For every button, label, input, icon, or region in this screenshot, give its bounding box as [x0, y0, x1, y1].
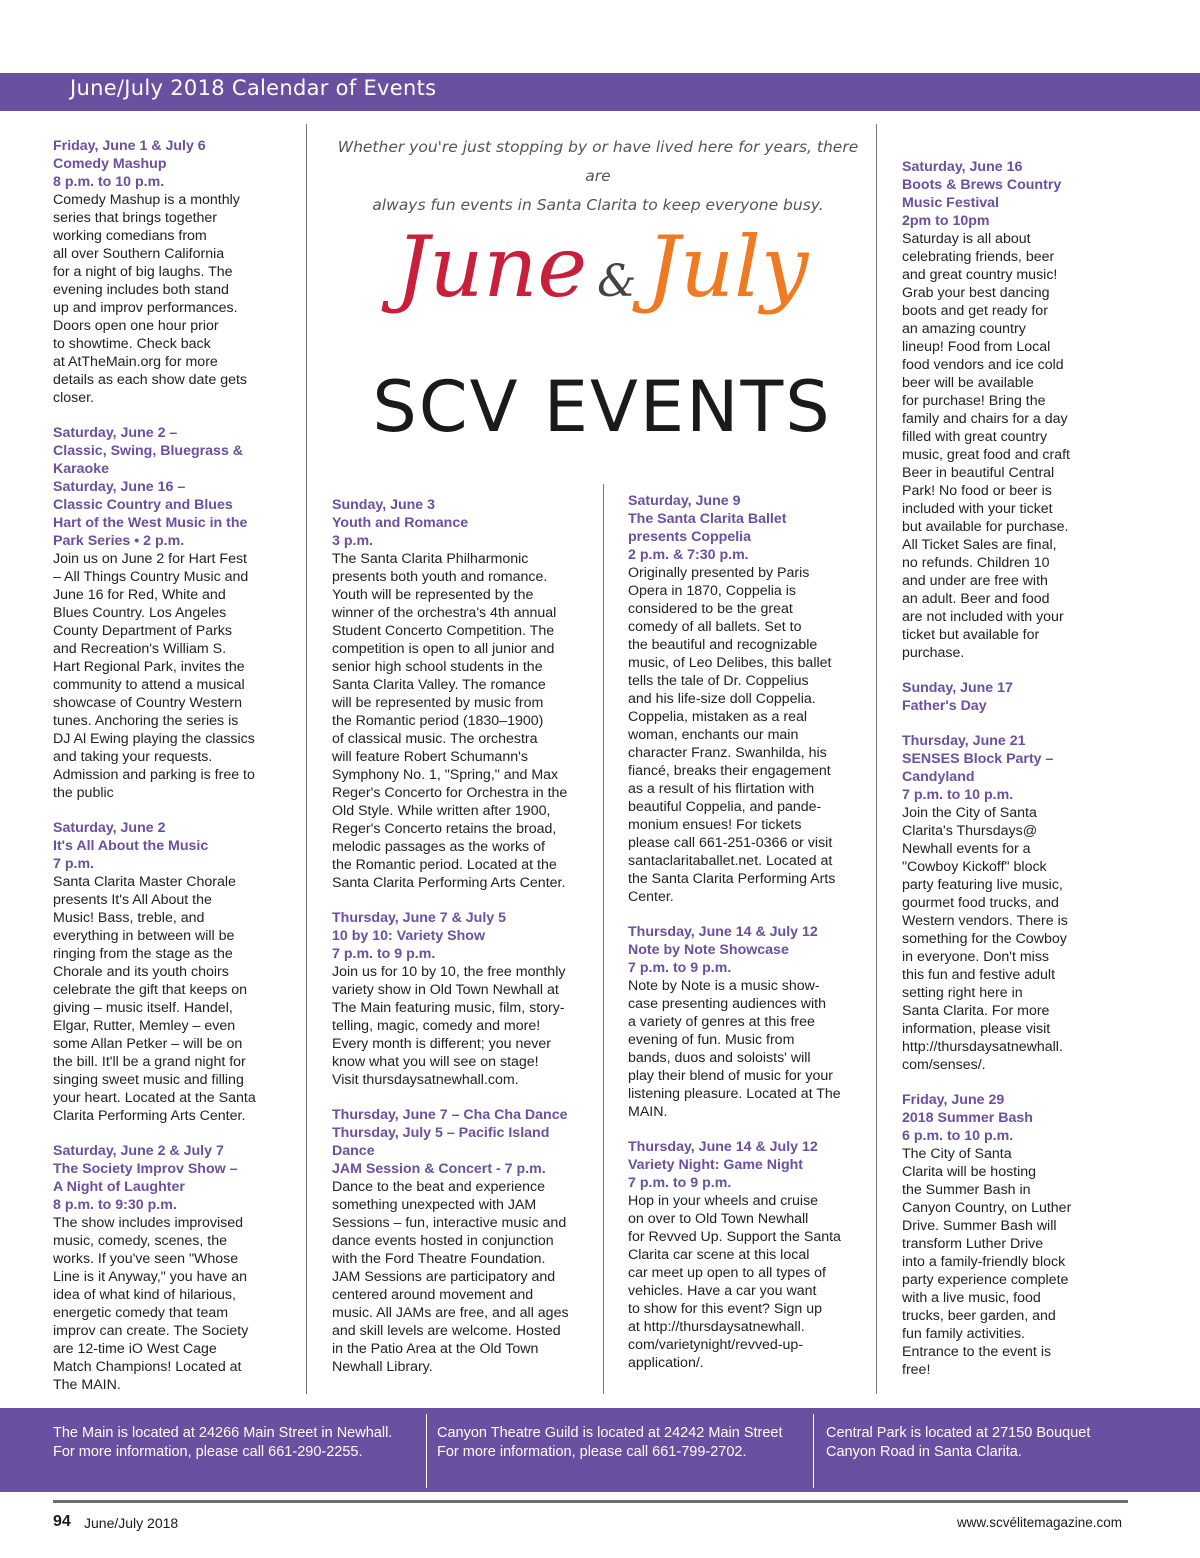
- text-line: something for the Cowboy: [902, 931, 1067, 947]
- text-line: the public: [53, 785, 114, 801]
- text-line: Saturday is all about: [902, 231, 1031, 247]
- text-line: Candyland: [902, 769, 975, 785]
- intro-text: [328, 133, 868, 220]
- text-line: Music! Bass, treble, and: [53, 910, 205, 926]
- text-line: Blues Country. Los Angeles: [53, 605, 227, 621]
- text-line: Saturday, June 16: [902, 159, 1023, 175]
- event-title: [902, 732, 1102, 804]
- text-line: Youth will be represented by the: [332, 587, 534, 603]
- text-line: JAM Sessions are participatory and: [332, 1269, 556, 1285]
- text-line: as a result of his flirtation with: [628, 781, 815, 797]
- text-line: Friday, June 29: [902, 1092, 1005, 1108]
- text-line: June 16 for Red, White and: [53, 587, 226, 603]
- text-line: at AtTheMain.org for more: [53, 354, 218, 370]
- text-line: lineup! Food from Local: [902, 339, 1051, 355]
- event-title: [628, 492, 868, 564]
- text-line: on over to Old Town Newhall: [628, 1211, 809, 1227]
- text-line: Thursday, June 21: [902, 733, 1026, 749]
- text-line: santaclaritaballet.net. Located at: [628, 853, 833, 869]
- event-title: [628, 923, 868, 977]
- footer-line: Canyon Road in Santa Clarita.: [826, 1444, 1022, 1460]
- text-line: Hart Regional Park, invites the: [53, 659, 245, 675]
- text-line: Hart of the West Music in the: [53, 515, 248, 531]
- text-line: Music Festival: [902, 195, 999, 211]
- footer-line: Central Park is located at 27150 Bouquet: [826, 1425, 1091, 1441]
- text-line: Note by Note is a music show-: [628, 978, 820, 994]
- text-line: to show for this event? Sign up: [628, 1301, 823, 1317]
- footer-line: For more information, please call 661-799-2702.: [437, 1444, 747, 1460]
- text-line: ringing from the stage as the: [53, 946, 233, 962]
- event-listing: [53, 1142, 281, 1394]
- text-line: music, of Leo Delibes, this ballet: [628, 655, 832, 671]
- text-line: 7 p.m. to 10 p.m.: [902, 787, 1014, 803]
- text-line: music, comedy, scenes, the: [53, 1233, 227, 1249]
- text-line: Newhall Library.: [332, 1359, 433, 1375]
- text-line: please call 661-251-0366 or visit: [628, 835, 833, 851]
- text-line: presents Coppelia: [628, 529, 751, 545]
- header-bar: [0, 73, 1200, 111]
- text-line: 3 p.m.: [332, 533, 373, 549]
- text-line: Every month is different; you never: [332, 1036, 551, 1052]
- event-listing: [628, 923, 868, 1121]
- text-line: showcase of Country Western: [53, 695, 242, 711]
- text-line: Student Concerto Competition. The: [332, 623, 555, 639]
- text-line: 8 p.m. to 10 p.m.: [53, 174, 165, 190]
- text-line: Visit thursdaysatnewhall.com.: [332, 1072, 519, 1088]
- text-line: transform Luther Drive: [902, 1236, 1044, 1252]
- text-line: presents both youth and romance.: [332, 569, 548, 585]
- text-line: closer.: [53, 390, 95, 406]
- footer-bar: [0, 1408, 1200, 1492]
- text-line: senior high school students in the: [332, 659, 543, 675]
- text-line: Thursday, July 5 – Pacific Island: [332, 1125, 550, 1141]
- text-line: with a live music, food: [902, 1290, 1041, 1306]
- event-title: [332, 1106, 590, 1178]
- text-line: and taking your requests.: [53, 749, 213, 765]
- text-line: car meet up open to all types of: [628, 1265, 826, 1281]
- text-line: com/senses/.: [902, 1057, 986, 1073]
- column-divider: [603, 484, 604, 1394]
- text-line: and Recreation's William S.: [53, 641, 227, 657]
- text-line: Clarita will be hosting: [902, 1164, 1037, 1180]
- footer-line: The Main is located at 24266 Main Street in Newhall.: [53, 1425, 393, 1441]
- text-line: Saturday, June 16 –: [53, 479, 186, 495]
- text-line: centered around movement and: [332, 1287, 534, 1303]
- text-line: 2pm to 10pm: [902, 213, 990, 229]
- text-line: Canyon Country, on Luther: [902, 1200, 1072, 1216]
- text-line: Comedy Mashup is a monthly: [53, 192, 240, 208]
- event-listing: [902, 679, 1102, 715]
- footer-line: For more information, please call 661-290-2255.: [53, 1444, 363, 1460]
- text-line: bands, duos and soloists' will: [628, 1050, 811, 1066]
- footer-venue-park: [826, 1424, 1090, 1462]
- event-listing: [53, 424, 281, 802]
- text-line: in the Patio Area at the Old Town: [332, 1341, 539, 1357]
- text-line: Drive. Summer Bash will: [902, 1218, 1057, 1234]
- text-line: for Revved Up. Support the Santa: [628, 1229, 841, 1245]
- text-line: are not included with your: [902, 609, 1064, 625]
- hero-script-title: [322, 218, 882, 338]
- event-description: [53, 1214, 281, 1394]
- text-line: no refunds. Children 10: [902, 555, 1050, 571]
- event-description: [53, 873, 281, 1125]
- text-line: character Franz. Swanhilda, his: [628, 745, 827, 761]
- text-line: setting right here in: [902, 985, 1023, 1001]
- text-line: with the Ford Theatre Foundation.: [332, 1251, 546, 1267]
- text-line: included with your ticket: [902, 501, 1053, 517]
- hero-ampersand: &: [597, 256, 637, 307]
- text-line: series that brings together: [53, 210, 218, 226]
- hero-title: SCV EVENTS: [372, 366, 832, 448]
- event-title: [53, 424, 281, 550]
- text-line: 7 p.m.: [53, 856, 94, 872]
- text-line: Old Style. While written after 1900,: [332, 803, 551, 819]
- text-line: Father's Day: [902, 698, 987, 714]
- page-date: June/July 2018: [84, 1515, 179, 1531]
- text-line: improv can create. The Society: [53, 1323, 249, 1339]
- text-line: 6 p.m. to 10 p.m.: [902, 1128, 1014, 1144]
- text-line: 10 by 10: Variety Show: [332, 928, 485, 944]
- text-line: Classic Country and Blues: [53, 497, 233, 513]
- text-line: celebrate the gift that keeps on: [53, 982, 248, 998]
- text-line: an amazing country: [902, 321, 1026, 337]
- event-listing: [902, 1091, 1102, 1379]
- text-line: will feature Robert Schumann's: [332, 749, 528, 765]
- event-title: [53, 819, 281, 873]
- text-line: All Ticket Sales are final,: [902, 537, 1057, 553]
- text-line: and skill levels are welcome. Hosted: [332, 1323, 561, 1339]
- text-line: Saturday, June 9: [628, 493, 741, 509]
- text-line: Clarita Performing Arts Center.: [53, 1108, 246, 1124]
- text-line: Line is it Anyway," you have an: [53, 1269, 248, 1285]
- page-number: 94: [53, 1513, 71, 1530]
- text-line: listening pleasure. Located at The: [628, 1086, 841, 1102]
- text-line: fun family activities.: [902, 1326, 1025, 1342]
- text-line: Santa Clarita Valley. The romance: [332, 677, 546, 693]
- text-line: evening of fun. Music from: [628, 1032, 795, 1048]
- text-line: telling, magic, comedy and more!: [332, 1018, 541, 1034]
- footer-venue-theatre: [437, 1424, 783, 1462]
- text-line: giving – music itself. Handel,: [53, 1000, 233, 1016]
- text-line: Thursday, June 14 & July 12: [628, 924, 818, 940]
- event-description: [628, 1192, 868, 1372]
- text-line: idea of what kind of hilarious,: [53, 1287, 236, 1303]
- text-line: something unexpected with JAM: [332, 1197, 537, 1213]
- text-line: variety show in Old Town Newhall at: [332, 982, 559, 998]
- text-line: melodic passages as the works of: [332, 839, 545, 855]
- text-line: an adult. Beer and food: [902, 591, 1050, 607]
- text-line: The Santa Clarita Ballet: [628, 511, 787, 527]
- text-line: 2018 Summer Bash: [902, 1110, 1033, 1126]
- text-line: working comedians from: [53, 228, 207, 244]
- footer-divider: [813, 1414, 814, 1488]
- text-line: tells the tale of Dr. Coppelius: [628, 673, 809, 689]
- text-line: The Main featuring music, film, story-: [332, 1000, 565, 1016]
- text-line: Santa Clarita. For more: [902, 1003, 1050, 1019]
- bottom-rule: [53, 1500, 1128, 1503]
- text-line: Clarita's Thursdays@: [902, 823, 1038, 839]
- text-line: – All Things Country Music and: [53, 569, 249, 585]
- footer-venue-main: [53, 1424, 392, 1462]
- text-line: Newhall events for a: [902, 841, 1031, 857]
- event-description: [628, 564, 868, 906]
- text-line: filled with great country: [902, 429, 1048, 445]
- page-title: June/July 2018 Calendar of Events: [70, 76, 437, 100]
- text-line: know what you will see on stage!: [332, 1054, 539, 1070]
- text-line: for a night of big laughs. The: [53, 264, 233, 280]
- event-listing: [332, 909, 590, 1089]
- footer-line: Canyon Theatre Guild is located at 24242 Main Street: [437, 1425, 783, 1441]
- text-line: Thursday, June 7 – Cha Cha Dance: [332, 1107, 568, 1123]
- text-line: Santa Clarita Master Chorale: [53, 874, 236, 890]
- text-line: 7 p.m. to 9 p.m.: [628, 1175, 732, 1191]
- events-column-1: [53, 137, 281, 1411]
- text-line: Entrance to the event is: [902, 1344, 1052, 1360]
- text-line: Thursday, June 7 & July 5: [332, 910, 506, 926]
- event-listing: [332, 496, 590, 892]
- text-line: Center.: [628, 889, 674, 905]
- event-title: [902, 679, 1102, 715]
- text-line: free!: [902, 1362, 931, 1378]
- text-line: singing sweet music and filling: [53, 1072, 244, 1088]
- text-line: fiancé, breaks their engagement: [628, 763, 831, 779]
- text-line: the Summer Bash in: [902, 1182, 1031, 1198]
- text-line: Symphony No. 1, "Spring," and Max: [332, 767, 559, 783]
- text-line: Saturday, June 2: [53, 820, 166, 836]
- text-line: Join us for 10 by 10, the free monthly: [332, 964, 566, 980]
- intro-line: Whether you're just stopping by or have lived here for years, there are: [337, 138, 859, 185]
- text-line: SENSES Block Party –: [902, 751, 1054, 767]
- event-description: [332, 963, 590, 1089]
- text-line: to showtime. Check back: [53, 336, 211, 352]
- text-line: monium ensues! For tickets: [628, 817, 802, 833]
- text-line: this fun and festive adult: [902, 967, 1056, 983]
- text-line: and great country music!: [902, 267, 1058, 283]
- text-line: Opera in 1870, Coppelia is: [628, 583, 796, 599]
- text-line: beer will be available: [902, 375, 1034, 391]
- text-line: information, please visit: [902, 1021, 1051, 1037]
- text-line: "Cowboy Kickoff" block: [902, 859, 1047, 875]
- text-line: Reger's Concerto retains the broad,: [332, 821, 557, 837]
- text-line: up and improv performances.: [53, 300, 238, 316]
- text-line: application/.: [628, 1355, 704, 1371]
- text-line: purchase.: [902, 645, 965, 661]
- hero-june: June: [395, 218, 588, 316]
- text-line: Park Series • 2 p.m.: [53, 533, 185, 549]
- text-line: ticket but available for: [902, 627, 1040, 643]
- hero-july: July: [646, 218, 809, 316]
- event-description: [53, 191, 281, 407]
- text-line: Match Champions! Located at: [53, 1359, 242, 1375]
- text-line: Comedy Mashup: [53, 156, 167, 172]
- event-listing: [628, 1138, 868, 1372]
- text-line: JAM Session & Concert - 7 p.m.: [332, 1161, 546, 1177]
- text-line: celebrating friends, beer: [902, 249, 1055, 265]
- event-listing: [53, 137, 281, 407]
- text-line: trucks, beer garden, and: [902, 1308, 1056, 1324]
- event-title: [53, 1142, 281, 1214]
- events-column-3: [628, 492, 868, 1389]
- text-line: Join us on June 2 for Hart Fest: [53, 551, 247, 567]
- text-line: in everyone. Don't miss: [902, 949, 1050, 965]
- text-line: The show includes improvised: [53, 1215, 244, 1231]
- text-line: Saturday, June 2 –: [53, 425, 178, 441]
- event-description: [332, 550, 590, 892]
- text-line: Doors open one hour prior: [53, 318, 219, 334]
- event-description: [902, 804, 1102, 1074]
- text-line: dance events hosted in conjunction: [332, 1233, 554, 1249]
- text-line: Santa Clarita Performing Arts Center.: [332, 875, 566, 891]
- text-line: Dance: [332, 1143, 375, 1159]
- text-line: Sunday, June 17: [902, 680, 1013, 696]
- text-line: Coppelia, mistaken as a real: [628, 709, 808, 725]
- text-line: Saturday, June 2 & July 7: [53, 1143, 224, 1159]
- text-line: It's All About the Music: [53, 838, 209, 854]
- event-title: [53, 137, 281, 191]
- events-column-4: [902, 158, 1102, 1396]
- text-line: Admission and parking is free to: [53, 767, 255, 783]
- text-line: Sunday, June 3: [332, 497, 436, 513]
- text-line: Join the City of Santa: [902, 805, 1037, 821]
- text-line: and his life-size doll Coppelia.: [628, 691, 816, 707]
- text-line: The Society Improv Show –: [53, 1161, 238, 1177]
- events-column-2: [332, 496, 590, 1393]
- text-line: for purchase! Bring the: [902, 393, 1046, 409]
- text-line: Chorale and its youth choirs: [53, 964, 229, 980]
- text-line: Thursday, June 14 & July 12: [628, 1139, 818, 1155]
- text-line: Originally presented by Paris: [628, 565, 810, 581]
- event-listing: [902, 158, 1102, 662]
- text-line: and under are free with: [902, 573, 1048, 589]
- text-line: Youth and Romance: [332, 515, 469, 531]
- text-line: your heart. Located at the Santa: [53, 1090, 256, 1106]
- text-line: woman, enchants our main: [628, 727, 799, 743]
- text-line: Beer in beautiful Central: [902, 465, 1055, 481]
- text-line: music. All JAMs are free, and all ages: [332, 1305, 569, 1321]
- text-line: 2 p.m. & 7:30 p.m.: [628, 547, 749, 563]
- event-title: [902, 1091, 1102, 1145]
- text-line: winner of the orchestra's 4th annual: [332, 605, 557, 621]
- text-line: the Romantic period (1830–1900): [332, 713, 544, 729]
- text-line: the Romantic period. Located at the: [332, 857, 557, 873]
- text-line: com/varietynight/revved-up-: [628, 1337, 804, 1353]
- text-line: considered to be the great: [628, 601, 793, 617]
- text-line: DJ Al Ewing playing the classics: [53, 731, 255, 747]
- text-line: at http://thursdaysatnewhall.: [628, 1319, 805, 1335]
- text-line: works. If you've seen "Whose: [53, 1251, 239, 1267]
- text-line: beautiful Coppelia, and pande-: [628, 799, 822, 815]
- event-description: [902, 230, 1102, 662]
- text-line: some Allan Petker – will be on: [53, 1036, 243, 1052]
- text-line: boots and get ready for: [902, 303, 1048, 319]
- text-line: Grab your best dancing: [902, 285, 1050, 301]
- text-line: Variety Night: Game Night: [628, 1157, 804, 1173]
- text-line: Hop in your wheels and cruise: [628, 1193, 819, 1209]
- text-line: a variety of genres at this free: [628, 1014, 815, 1030]
- text-line: community to attend a musical: [53, 677, 245, 693]
- text-line: but available for purchase.: [902, 519, 1069, 535]
- text-line: Clarita car scene at this local: [628, 1247, 810, 1263]
- event-listing: [332, 1106, 590, 1376]
- text-line: Friday, June 1 & July 6: [53, 138, 206, 154]
- text-line: vehicles. Have a car you want: [628, 1283, 817, 1299]
- text-line: case presenting audiences with: [628, 996, 826, 1012]
- text-line: County Department of Parks: [53, 623, 232, 639]
- text-line: party featuring live music,: [902, 877, 1063, 893]
- text-line: of classical music. The orchestra: [332, 731, 538, 747]
- text-line: will be represented by music from: [332, 695, 544, 711]
- text-line: play their blend of music for your: [628, 1068, 834, 1084]
- text-line: Boots & Brews Country: [902, 177, 1062, 193]
- event-title: [628, 1138, 868, 1192]
- text-line: http://thursdaysatnewhall.: [902, 1039, 1063, 1055]
- text-line: 8 p.m. to 9:30 p.m.: [53, 1197, 177, 1213]
- event-description: [53, 550, 281, 802]
- website-link[interactable]: www.scvélitemagazine.com: [956, 1515, 1122, 1530]
- event-listing: [902, 732, 1102, 1074]
- text-line: A Night of Laughter: [53, 1179, 185, 1195]
- text-line: MAIN.: [628, 1104, 668, 1120]
- text-line: details as each show date gets: [53, 372, 248, 388]
- event-title: [332, 496, 590, 550]
- text-line: food vendors and ice cold: [902, 357, 1064, 373]
- text-line: are 12-time iO West Cage: [53, 1341, 217, 1357]
- text-line: Sessions – fun, interactive music and: [332, 1215, 567, 1231]
- text-line: the beautiful and recognizable: [628, 637, 818, 653]
- text-line: The Santa Clarita Philharmonic: [332, 551, 529, 567]
- event-listing: [628, 492, 868, 906]
- text-line: Reger's Concerto for Orchestra in the: [332, 785, 568, 801]
- text-line: music, great food and craft: [902, 447, 1070, 463]
- footer-divider: [426, 1414, 427, 1488]
- event-title: [332, 909, 590, 963]
- event-title: [902, 158, 1102, 230]
- text-line: 7 p.m. to 9 p.m.: [332, 946, 436, 962]
- text-line: Dance to the beat and experience: [332, 1179, 545, 1195]
- text-line: 7 p.m. to 9 p.m.: [628, 960, 732, 976]
- text-line: energetic comedy that team: [53, 1305, 229, 1321]
- column-divider: [306, 124, 307, 1394]
- text-line: comedy of all ballets. Set to: [628, 619, 802, 635]
- text-line: The MAIN.: [53, 1377, 121, 1393]
- text-line: the bill. It'll be a grand night for: [53, 1054, 246, 1070]
- text-line: party experience complete: [902, 1272, 1069, 1288]
- text-line: gourmet food trucks, and: [902, 895, 1059, 911]
- text-line: into a family-friendly block: [902, 1254, 1066, 1270]
- text-line: family and chairs for a day: [902, 411, 1068, 427]
- text-line: presents It's All About the: [53, 892, 212, 908]
- text-line: all over Southern California: [53, 246, 225, 262]
- text-line: competition is open to all junior and: [332, 641, 555, 657]
- event-listing: [53, 819, 281, 1125]
- event-description: [902, 1145, 1102, 1379]
- text-line: Karaoke: [53, 461, 109, 477]
- text-line: Elgar, Rutter, Memley – even: [53, 1018, 236, 1034]
- text-line: Park! No food or beer is: [902, 483, 1052, 499]
- text-line: Classic, Swing, Bluegrass &: [53, 443, 244, 459]
- event-description: [332, 1178, 590, 1376]
- text-line: The City of Santa: [902, 1146, 1012, 1162]
- text-line: Western vendors. There is: [902, 913, 1068, 929]
- text-line: Note by Note Showcase: [628, 942, 789, 958]
- intro-line: always fun events in Santa Clarita to keep everyone busy.: [372, 196, 824, 214]
- text-line: the Santa Clarita Performing Arts: [628, 871, 836, 887]
- text-line: evening includes both stand: [53, 282, 229, 298]
- text-line: everything in between will be: [53, 928, 235, 944]
- event-description: [628, 977, 868, 1121]
- text-line: tunes. Anchoring the series is: [53, 713, 239, 729]
